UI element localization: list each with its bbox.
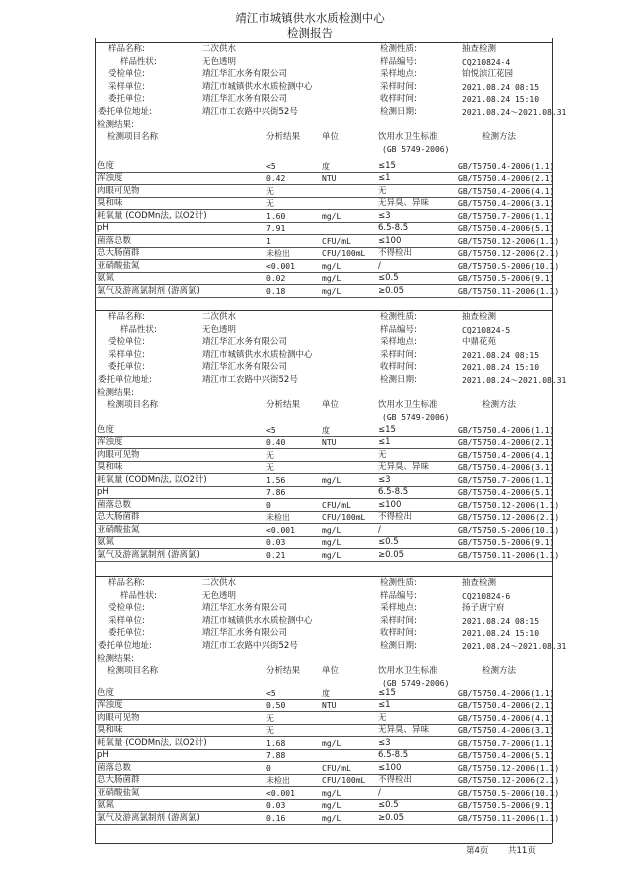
- sampling-time-value: 2021.08.24 08:15: [462, 82, 540, 92]
- row-unit: mg/L: [322, 551, 342, 560]
- entrust-address-value: 靖江市工农路中兴街52号: [202, 374, 298, 385]
- sampling-site-value: 扬子唐宁府: [462, 603, 505, 613]
- row-item: 臭和味: [97, 725, 123, 735]
- test-nature-label: 检测性质:: [380, 312, 417, 322]
- row-method: GB/T5750.5-2006(9.1): [458, 538, 555, 547]
- section-rule: [95, 310, 552, 311]
- row-standard: 无异臭、异味: [378, 198, 430, 208]
- row-method: GB/T5750.4-2006(4.1): [458, 187, 555, 196]
- row-result: 无: [266, 199, 274, 208]
- col-std-header: 饮用水卫生标准: [378, 666, 438, 676]
- row-standard: ≤3: [378, 211, 391, 221]
- row-method: GB/T5750.7-2006(1.1): [458, 739, 555, 748]
- sample-name-label: 样品名称:: [108, 578, 145, 588]
- row-method: GB/T5750.5-2006(9.1): [458, 801, 555, 810]
- sample-number-value: CQ210824-4: [462, 57, 511, 67]
- row-standard: ≥0.05: [378, 550, 405, 560]
- col-result-header: 分析结果: [266, 666, 301, 676]
- row-result: 无: [266, 463, 274, 472]
- client-unit-value: 靖江华汇水务有限公司: [202, 337, 288, 347]
- col-unit-header: 单位: [322, 400, 340, 410]
- row-rule: [95, 259, 552, 260]
- test-nature-value: 抽查检测: [462, 312, 497, 322]
- page-number: 第4页: [466, 846, 489, 856]
- row-unit: mg/L: [322, 476, 342, 485]
- col-method-header: 检测方法: [482, 400, 517, 410]
- row-result: <0.001: [266, 789, 295, 798]
- left-border: [95, 38, 96, 843]
- row-method: GB/T5750.12-2006(2.1): [458, 249, 560, 258]
- row-standard: 无异臭、异味: [378, 725, 430, 735]
- row-item: 浑浊度: [97, 700, 123, 710]
- row-standard: ≥0.05: [378, 813, 405, 823]
- row-rule: [95, 297, 552, 298]
- row-standard: ≤0.5: [378, 800, 399, 810]
- row-rule: [95, 234, 552, 235]
- row-unit: CFU/mL: [322, 764, 351, 773]
- row-unit: mg/L: [322, 526, 342, 535]
- row-method: GB/T5750.4-2006(1.1): [458, 426, 555, 435]
- results-label: 检测结果:: [97, 388, 134, 398]
- section-rule: [95, 576, 552, 577]
- row-standard: ≤1: [378, 173, 391, 183]
- row-item: 耗氧量 (CODMn法, 以O2计): [97, 738, 207, 748]
- row-item: 色度: [97, 425, 115, 435]
- row-result: 0: [266, 764, 271, 773]
- row-result: 0.40: [266, 438, 286, 447]
- sample-number-label: 样品编号:: [380, 324, 417, 335]
- row-result: 0.21: [266, 551, 286, 560]
- bottom-border: [95, 843, 552, 844]
- row-standard: 6.5-8.5: [378, 487, 409, 497]
- row-method: GB/T5750.4-2006(2.1): [458, 701, 555, 710]
- row-item: 氯气及游离氯制剂 (游离氯): [97, 286, 200, 296]
- row-result: <5: [266, 426, 276, 435]
- row-method: GB/T5750.12-2006(1.1): [458, 501, 560, 510]
- row-item: 亚硝酸盐氮: [97, 788, 140, 798]
- row-item: 菌落总数: [97, 236, 132, 246]
- sample-state-label: 样品性状:: [120, 56, 157, 67]
- row-standard: 不得检出: [378, 248, 413, 258]
- row-method: GB/T5750.11-2006(1.1): [458, 287, 560, 296]
- row-result: 1: [266, 237, 271, 246]
- row-result: 1.68: [266, 739, 286, 748]
- col-unit-header: 单位: [322, 132, 340, 142]
- row-rule: [95, 824, 552, 825]
- sampling-site-label: 采样地点:: [380, 69, 417, 79]
- row-item: 耗氧量 (CODMn法, 以O2计): [97, 475, 207, 485]
- row-standard: ≤15: [378, 161, 396, 171]
- sample-name-label: 样品名称:: [108, 44, 145, 54]
- row-standard: 无: [378, 713, 387, 723]
- row-result: 无: [266, 451, 274, 460]
- row-method: GB/T5750.11-2006(1.1): [458, 551, 560, 560]
- row-item: pH: [97, 487, 109, 497]
- sample-name-label: 样品名称:: [108, 312, 145, 322]
- sampling-unit-value: 靖江市城镇供水水质检测中心: [202, 615, 313, 626]
- col-item-header: 检测项目名称: [107, 666, 159, 676]
- row-result: <5: [266, 689, 276, 698]
- row-standard: ≤1: [378, 437, 391, 447]
- row-rule: [95, 786, 552, 787]
- col-method-header: 检测方法: [482, 132, 517, 142]
- client-unit-label: 受检单位:: [108, 69, 145, 79]
- test-nature-label: 检测性质:: [380, 578, 417, 588]
- row-result: 7.91: [266, 224, 286, 233]
- row-item: pH: [97, 223, 109, 233]
- row-method: GB/T5750.4-2006(4.1): [458, 714, 555, 723]
- row-result: 0: [266, 501, 271, 510]
- sampling-site-label: 采样地点:: [380, 603, 417, 613]
- row-standard: ≥0.05: [378, 286, 405, 296]
- row-unit: mg/L: [322, 274, 342, 283]
- row-method: GB/T5750.11-2006(1.1): [458, 814, 560, 823]
- row-item: 色度: [97, 688, 115, 698]
- sampling-time-value: 2021.08.24 08:15: [462, 616, 540, 626]
- row-unit: mg/L: [322, 814, 342, 823]
- row-unit: CFU/mL: [322, 237, 351, 246]
- sample-number-label: 样品编号:: [380, 590, 417, 601]
- sample-number-value: CQ210824-5: [462, 325, 511, 335]
- row-unit: 度: [322, 689, 330, 698]
- row-item: 总大肠菌群: [97, 512, 140, 522]
- row-method: GB/T5750.12-2006(2.1): [458, 513, 560, 522]
- sample-number-value: CQ210824-6: [462, 591, 511, 601]
- receive-time-label: 收样时间:: [380, 362, 417, 372]
- sampling-unit-value: 靖江市城镇供水水质检测中心: [202, 81, 313, 92]
- row-unit: 度: [322, 162, 330, 171]
- sampling-site-label: 采样地点:: [380, 337, 417, 347]
- row-result: 0.50: [266, 701, 286, 710]
- sampling-time-value: 2021.08.24 08:15: [462, 350, 540, 360]
- test-date-value: 2021.08.24～2021.08.31: [462, 641, 567, 651]
- row-method: GB/T5750.4-2006(2.1): [458, 174, 555, 183]
- row-unit: mg/L: [322, 538, 342, 547]
- row-item: 氯气及游离氯制剂 (游离氯): [97, 550, 200, 560]
- row-result: 无: [266, 726, 274, 735]
- row-item: 肉眼可见物: [97, 186, 140, 196]
- row-method: GB/T5750.7-2006(1.1): [458, 212, 555, 221]
- row-item: 总大肠菌群: [97, 775, 140, 785]
- row-result: 0.03: [266, 538, 286, 547]
- col-std-subheader: (GB 5749-2006): [382, 145, 450, 154]
- row-result: 0.02: [266, 274, 286, 283]
- row-standard: /: [378, 525, 381, 535]
- row-result: <5: [266, 162, 276, 171]
- entrust-unit-label: 委托单位:: [108, 362, 145, 372]
- row-standard: ≤100: [378, 500, 402, 510]
- entrust-unit-label: 委托单位:: [108, 94, 145, 104]
- sampling-unit-label: 采样单位:: [108, 349, 145, 360]
- row-method: GB/T5750.4-2006(1.1): [458, 162, 555, 171]
- row-unit: CFU/100mL: [322, 513, 366, 522]
- col-std-subheader: (GB 5749-2006): [382, 679, 450, 688]
- row-unit: mg/L: [322, 789, 342, 798]
- row-unit: NTU: [322, 438, 337, 447]
- row-standard: ≤100: [378, 236, 402, 246]
- row-rule: [95, 761, 552, 762]
- row-method: GB/T5750.4-2006(2.1): [458, 438, 555, 447]
- row-standard: 不得检出: [378, 775, 413, 785]
- row-unit: mg/L: [322, 287, 342, 296]
- row-result: 1.60: [266, 212, 286, 221]
- row-result: 无: [266, 714, 274, 723]
- sample-number-label: 样品编号:: [380, 56, 417, 67]
- row-item: 臭和味: [97, 462, 123, 472]
- row-standard: ≤0.5: [378, 273, 399, 283]
- row-rule: [95, 811, 552, 812]
- client-unit-label: 受检单位:: [108, 603, 145, 613]
- row-rule: [95, 284, 552, 285]
- row-unit: mg/L: [322, 262, 342, 271]
- entrust-unit-value: 靖江华汇水务有限公司: [202, 362, 288, 372]
- entrust-address-value: 靖江市工农路中兴街52号: [202, 106, 298, 117]
- row-result: 7.88: [266, 751, 286, 760]
- row-rule: [95, 736, 552, 737]
- row-item: 氨氮: [97, 800, 115, 810]
- sample-name-value: 二次供水: [202, 44, 237, 54]
- receive-time-value: 2021.08.24 15:10: [462, 629, 540, 638]
- row-unit: mg/L: [322, 739, 342, 748]
- client-unit-value: 靖江华汇水务有限公司: [202, 69, 288, 79]
- entrust-address-label: 委托单位地址:: [98, 640, 152, 651]
- entrust-unit-label: 委托单位:: [108, 628, 145, 638]
- test-nature-label: 检测性质:: [380, 44, 417, 54]
- results-label: 检测结果:: [97, 654, 134, 664]
- test-date-label: 检测日期:: [380, 106, 417, 117]
- row-result: 未检出: [266, 249, 290, 258]
- row-method: GB/T5750.4-2006(3.1): [458, 463, 555, 472]
- test-date-label: 检测日期:: [380, 374, 417, 385]
- row-result: 未检出: [266, 513, 290, 522]
- row-method: GB/T5750.12-2006(2.1): [458, 776, 560, 785]
- col-method-header: 检测方法: [482, 666, 517, 676]
- sample-state-label: 样品性状:: [120, 590, 157, 601]
- row-rule: [95, 711, 552, 712]
- row-method: GB/T5750.12-2006(1.1): [458, 764, 560, 773]
- row-unit: 度: [322, 426, 330, 435]
- row-item: 臭和味: [97, 198, 123, 208]
- row-rule: [95, 523, 552, 524]
- sample-name-value: 二次供水: [202, 578, 237, 588]
- row-item: 菌落总数: [97, 500, 132, 510]
- row-standard: /: [378, 788, 381, 798]
- report-subtitle: 检测报告: [287, 26, 333, 40]
- row-method: GB/T5750.5-2006(10.1): [458, 262, 560, 271]
- row-item: 氨氮: [97, 537, 115, 547]
- row-method: GB/T5750.7-2006(1.1): [458, 476, 555, 485]
- row-method: GB/T5750.4-2006(5.1): [458, 224, 555, 233]
- row-method: GB/T5750.5-2006(9.1): [458, 274, 555, 283]
- row-rule: [95, 473, 552, 474]
- row-rule: [95, 209, 552, 210]
- row-method: GB/T5750.4-2006(4.1): [458, 451, 555, 460]
- row-method: GB/T5750.4-2006(3.1): [458, 199, 555, 208]
- row-result: 0.42: [266, 174, 286, 183]
- client-unit-label: 受检单位:: [108, 337, 145, 347]
- test-nature-value: 抽查检测: [462, 578, 497, 588]
- sample-name-value: 二次供水: [202, 312, 237, 322]
- row-standard: 无异臭、异味: [378, 462, 430, 472]
- row-method: GB/T5750.4-2006(1.1): [458, 689, 555, 698]
- sampling-site-value: 铂悦滨江花园: [462, 69, 514, 79]
- row-method: GB/T5750.5-2006(10.1): [458, 526, 560, 535]
- row-standard: 6.5-8.5: [378, 223, 409, 233]
- col-result-header: 分析结果: [266, 132, 301, 142]
- entrust-address-label: 委托单位地址:: [98, 374, 152, 385]
- row-rule: [95, 561, 552, 562]
- row-result: <0.001: [266, 262, 295, 271]
- row-standard: 无: [378, 450, 387, 460]
- row-method: GB/T5750.12-2006(1.1): [458, 237, 560, 246]
- row-standard: ≤1: [378, 700, 391, 710]
- row-standard: ≤3: [378, 738, 391, 748]
- row-item: 浑浊度: [97, 437, 123, 447]
- row-standard: ≤15: [378, 688, 396, 698]
- sampling-unit-label: 采样单位:: [108, 615, 145, 626]
- row-result: 0.16: [266, 814, 286, 823]
- test-date-value: 2021.08.24～2021.08.31: [462, 107, 567, 117]
- sampling-time-label: 采样时间:: [380, 349, 417, 360]
- row-unit: CFU/100mL: [322, 776, 366, 785]
- row-item: 色度: [97, 161, 115, 171]
- col-item-header: 检测项目名称: [107, 400, 159, 410]
- row-item: 浑浊度: [97, 173, 123, 183]
- sample-state-value: 无色透明: [202, 590, 237, 601]
- row-method: GB/T5750.4-2006(5.1): [458, 751, 555, 760]
- row-item: pH: [97, 750, 109, 760]
- row-item: 肉眼可见物: [97, 450, 140, 460]
- row-method: GB/T5750.4-2006(3.1): [458, 726, 555, 735]
- col-item-header: 检测项目名称: [107, 132, 159, 142]
- row-result: 7.86: [266, 488, 286, 497]
- row-result: <0.001: [266, 526, 295, 535]
- row-item: 总大肠菌群: [97, 248, 140, 258]
- row-rule: [95, 184, 552, 185]
- receive-time-value: 2021.08.24 15:10: [462, 95, 540, 104]
- row-result: 未检出: [266, 776, 290, 785]
- row-standard: ≤0.5: [378, 537, 399, 547]
- row-standard: 不得检出: [378, 512, 413, 522]
- sampling-time-label: 采样时间:: [380, 81, 417, 92]
- entrust-address-label: 委托单位地址:: [98, 106, 152, 117]
- entrust-unit-value: 靖江华汇水务有限公司: [202, 628, 288, 638]
- sampling-unit-label: 采样单位:: [108, 81, 145, 92]
- row-method: GB/T5750.5-2006(10.1): [458, 789, 560, 798]
- row-unit: CFU/mL: [322, 501, 351, 510]
- row-item: 肉眼可见物: [97, 713, 140, 723]
- receive-time-label: 收样时间:: [380, 94, 417, 104]
- row-unit: mg/L: [322, 801, 342, 810]
- col-std-header: 饮用水卫生标准: [378, 400, 438, 410]
- client-unit-value: 靖江华汇水务有限公司: [202, 603, 288, 613]
- entrust-address-value: 靖江市工农路中兴街52号: [202, 640, 298, 651]
- row-unit: NTU: [322, 701, 337, 710]
- row-item: 亚硝酸盐氮: [97, 261, 140, 271]
- sampling-unit-value: 靖江市城镇供水水质检测中心: [202, 349, 313, 360]
- row-unit: mg/L: [322, 212, 342, 221]
- row-item: 氯气及游离氯制剂 (游离氯): [97, 813, 200, 823]
- entrust-unit-value: 靖江华汇水务有限公司: [202, 94, 288, 104]
- row-standard: ≤3: [378, 475, 391, 485]
- row-result: 无: [266, 187, 274, 196]
- row-item: 耗氧量 (CODMn法, 以O2计): [97, 211, 207, 221]
- row-unit: NTU: [322, 174, 337, 183]
- test-nature-value: 抽查检测: [462, 44, 497, 54]
- row-standard: ≤15: [378, 425, 396, 435]
- col-result-header: 分析结果: [266, 400, 301, 410]
- page-total: 共11页: [508, 846, 536, 856]
- sampling-site-value: 中鼎花苑: [462, 337, 497, 347]
- row-standard: ≤100: [378, 763, 402, 773]
- sample-state-value: 无色透明: [202, 56, 237, 67]
- sample-state-label: 样品性状:: [120, 324, 157, 335]
- results-label: 检测结果:: [97, 120, 134, 130]
- sampling-time-label: 采样时间:: [380, 615, 417, 626]
- row-method: GB/T5750.4-2006(5.1): [458, 488, 555, 497]
- row-standard: 无: [378, 186, 387, 196]
- report-title: 靖江市城镇供水水质检测中心: [235, 11, 385, 25]
- col-std-header: 饮用水卫生标准: [378, 132, 438, 142]
- receive-time-label: 收样时间:: [380, 628, 417, 638]
- row-item: 亚硝酸盐氮: [97, 525, 140, 535]
- sample-state-value: 无色透明: [202, 324, 237, 335]
- row-result: 1.56: [266, 476, 286, 485]
- row-rule: [95, 448, 552, 449]
- row-standard: /: [378, 261, 381, 271]
- row-item: 菌落总数: [97, 763, 132, 773]
- section-rule: [95, 42, 552, 43]
- col-std-subheader: (GB 5749-2006): [382, 413, 450, 422]
- col-unit-header: 单位: [322, 666, 340, 676]
- row-unit: CFU/100mL: [322, 249, 366, 258]
- receive-time-value: 2021.08.24 15:10: [462, 363, 540, 372]
- test-date-label: 检测日期:: [380, 640, 417, 651]
- row-result: 0.18: [266, 287, 286, 296]
- row-rule: [95, 498, 552, 499]
- row-rule: [95, 548, 552, 549]
- row-standard: 6.5-8.5: [378, 750, 409, 760]
- row-result: 0.03: [266, 801, 286, 810]
- row-item: 氨氮: [97, 273, 115, 283]
- test-date-value: 2021.08.24～2021.08.31: [462, 375, 567, 385]
